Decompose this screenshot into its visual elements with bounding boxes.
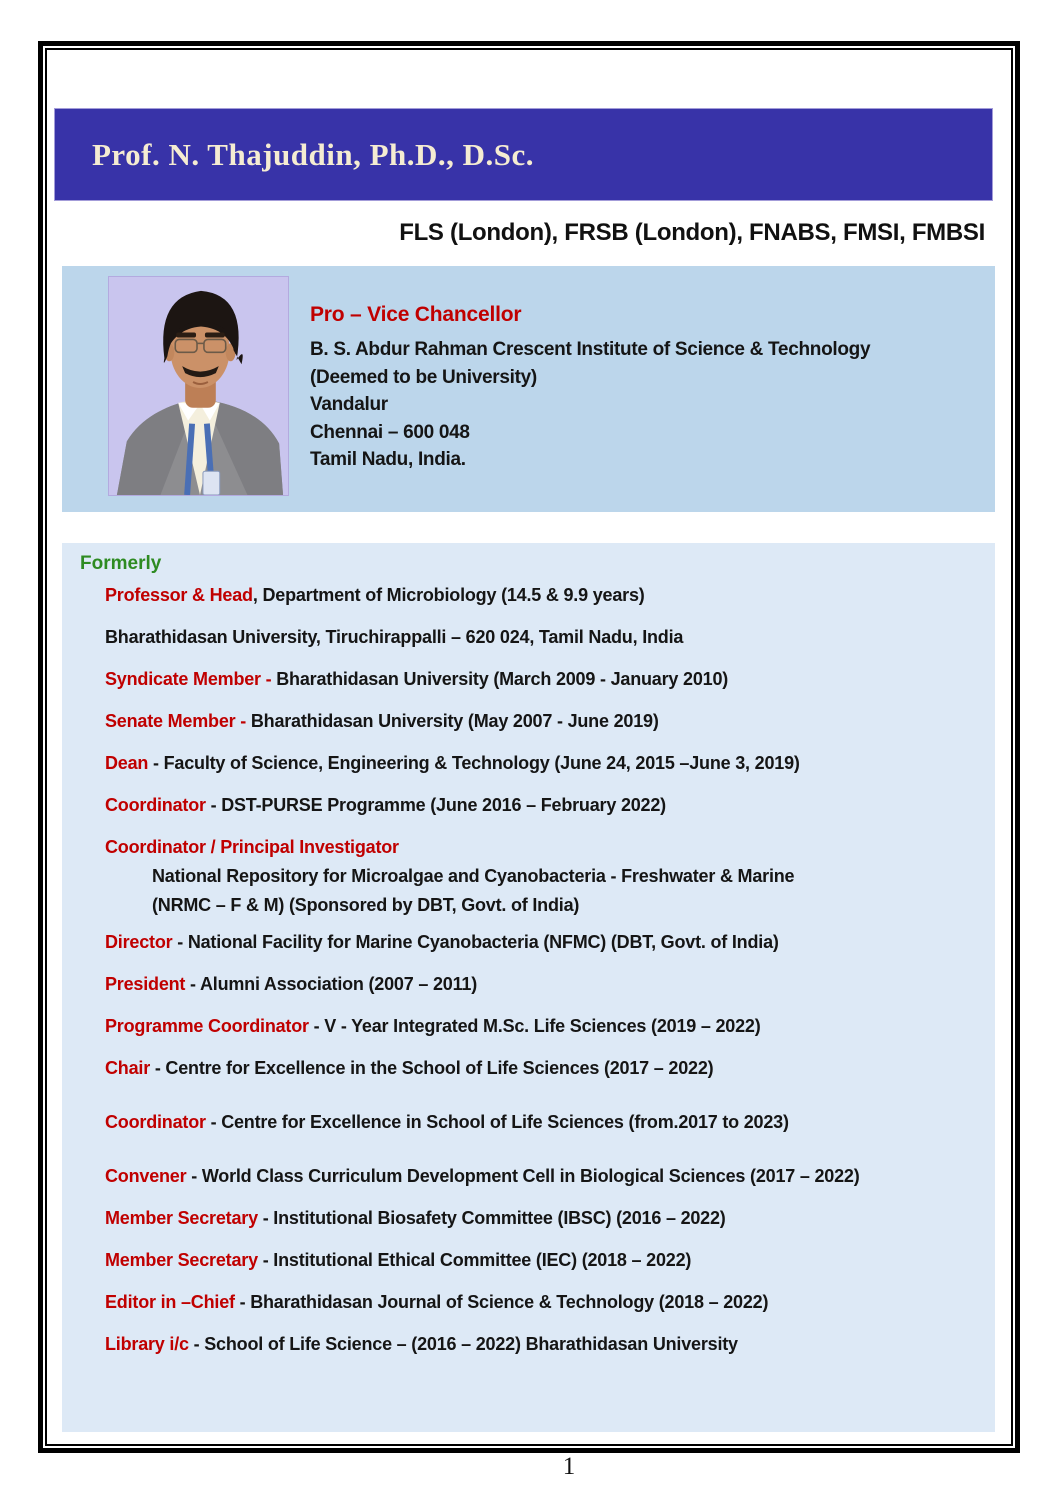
role-detail: - Centre for Excellence in the School of Life Sciences (2017 – 2022): [150, 1058, 714, 1078]
role-label: President: [105, 974, 186, 994]
formerly-item: [105, 1056, 995, 1081]
role-detail: - Institutional Biosafety Committee (IBSC) (2016 – 2022): [257, 1208, 726, 1228]
role-label: Syndicate Member -: [105, 669, 272, 689]
role-detail: - Alumni Association (2007 – 2011): [185, 974, 478, 994]
formerly-item: [105, 1290, 995, 1315]
formerly-item: [105, 793, 995, 818]
role-label: Member Secretary: [105, 1208, 258, 1228]
address-locality: Vandalur: [310, 394, 388, 415]
institute-type: (Deemed to be University): [310, 366, 537, 388]
formerly-item: [105, 1332, 995, 1357]
role-label: Professor & Head: [105, 585, 253, 605]
formerly-item: [105, 1248, 995, 1273]
address-state: Tamil Nadu, India.: [310, 449, 466, 470]
role-label: Editor in –Chief: [105, 1292, 235, 1312]
formerly-item: [105, 625, 995, 650]
portrait-illustration: [109, 277, 288, 495]
formerly-item-subline: (NRMC – F & M) (Sponsored by DBT, Govt. of India): [152, 895, 580, 915]
role-detail: - Faculty of Science, Engineering & Technology (June 24, 2015 –June 3, 2019): [148, 753, 800, 773]
role-detail: , Department of Microbiology (14.5 & 9.9 years): [252, 585, 645, 605]
role-label: Senate Member -: [105, 711, 247, 731]
role-detail: Bharathidasan University (March 2009 - January 2010): [271, 669, 729, 689]
role-label: Convener: [105, 1166, 187, 1186]
role-label: Dean: [105, 753, 149, 773]
role-label: Programme Coordinator: [105, 1016, 309, 1036]
formerly-item: [105, 1164, 995, 1189]
role-detail: - School of Life Science – (2016 – 2022) Bharathidasan University: [188, 1334, 738, 1354]
role-detail: - DST-PURSE Programme (June 2016 – February 2022): [205, 795, 666, 815]
role-label: Coordinator: [105, 1112, 206, 1132]
formerly-heading: Formerly: [80, 553, 162, 574]
role-detail: - Institutional Ethical Committee (IEC) (2018 – 2022): [257, 1250, 692, 1270]
formerly-item: [105, 972, 995, 997]
profile-band: [62, 266, 995, 512]
role-detail: - World Class Curriculum Development Cell in Biological Sciences (2017 – 2022): [186, 1166, 860, 1186]
institute-name: B. S. Abdur Rahman Crescent Institute of Science & Technology: [310, 339, 871, 360]
role-label: Coordinator: [105, 795, 206, 815]
role-detail: - National Facility for Marine Cyanobacteria (NFMC) (DBT, Govt. of India): [172, 932, 779, 952]
formerly-item: [105, 835, 995, 860]
role-detail: Bharathidasan University (May 2007 - June 2019): [246, 711, 659, 731]
formerly-item: [105, 667, 995, 692]
formerly-item: [105, 930, 995, 955]
role-label: Library i/c: [105, 1334, 189, 1354]
role-label: Member Secretary: [105, 1250, 258, 1270]
role-detail: Bharathidasan University, Tiruchirappalli – 620 024, Tamil Nadu, India: [105, 627, 684, 647]
role-label: Coordinator / Principal Investigator: [105, 837, 399, 857]
formerly-item: [105, 1110, 995, 1135]
portrait-photo: [108, 276, 289, 496]
role-detail: - Bharathidasan Journal of Science & Technology (2018 – 2022): [234, 1292, 769, 1312]
address-city: Chennai – 600 048: [310, 421, 470, 443]
formerly-item: [105, 583, 995, 608]
role-label: Chair: [105, 1058, 151, 1078]
role-detail: - Centre for Excellence in School of Life Sciences (from.2017 to 2023): [205, 1112, 789, 1132]
formerly-item: [105, 709, 995, 734]
current-role: Pro – Vice Chancellor: [310, 303, 522, 326]
formerly-section: [62, 543, 995, 1432]
page-title: Prof. N. Thajuddin, Ph.D., D.Sc.: [92, 136, 535, 172]
formerly-item: [105, 751, 995, 776]
page-number: 1: [562, 1453, 576, 1480]
role-detail: - V - Year Integrated M.Sc. Life Sciences (2019 – 2022): [308, 1016, 761, 1036]
fellowship-credentials: FLS (London), FRSB (London), FNABS, FMSI, FMBSI: [399, 219, 985, 246]
formerly-item-subline: National Repository for Microalgae and Cyanobacteria - Freshwater & Marine: [152, 866, 795, 886]
title-bar: [54, 108, 993, 201]
contact-block: [310, 303, 870, 474]
formerly-item: [105, 1014, 995, 1039]
role-label: Director: [105, 932, 173, 952]
formerly-item: [105, 1206, 995, 1231]
